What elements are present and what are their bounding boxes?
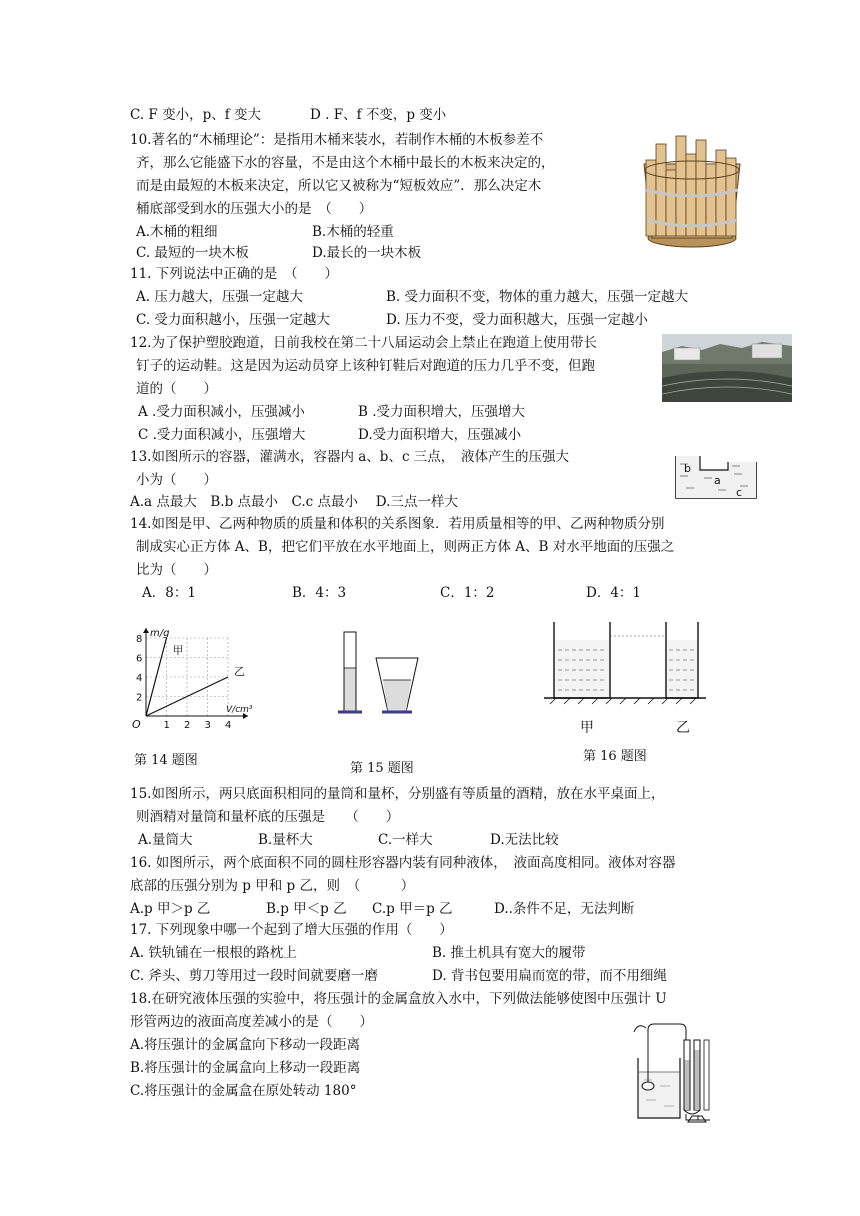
q17-stem: 17. 下列现象中哪一个起到了增大压强的作用（ ） — [130, 922, 453, 938]
series-label-1: 甲 — [172, 644, 184, 657]
q14-option-a: A．8：1 — [142, 585, 196, 601]
q10-option-d: D.最长的一块木板 — [312, 245, 422, 261]
y-axis-label: m/g — [150, 628, 170, 639]
q11-option-d: D. 压力不变，受力面积越大，压强一定越小 — [386, 312, 648, 328]
q14-stem-line-3: 比为（ ） — [136, 562, 217, 578]
q12-stem-line-1: 12.为了保护塑胶跑道，日前我校在第二十八届运动会上禁止在跑道上使用带长 — [130, 335, 597, 351]
q10-stem-line-1: 10.著名的“木桶理论”：是指用木桶来装水，若制作木桶的木板参差不 — [130, 132, 544, 148]
q13-stem-line-1: 13.如图所示的容器，灌满水，容器内 a、b、c 三点， 液体产生的压强大 — [130, 449, 570, 465]
q18-option-c: C.将压强计的金属盒在原处转动 180° — [130, 1083, 357, 1099]
q16-stem-line-1: 16. 如图所示，两个底面积不同的圆柱形容器内装有同种液体， 液面高度相同。液体对容器 — [130, 855, 676, 871]
q12-stem-line-2: 钉子的运动鞋。这是因为运动员穿上该种钉鞋后对跑道的压力几乎不变，但跑 — [136, 358, 595, 374]
q16-option-c: C.p 甲＝p 乙 — [372, 901, 453, 917]
running-track-photo — [662, 334, 792, 402]
y-tick-label: 6 — [136, 653, 143, 665]
q12-option-d: D.受力面积增大，压强减小 — [358, 427, 522, 443]
q14-option-d: D．4：1 — [586, 585, 642, 601]
q17-option-a: A. 铁轨铺在一根根的路枕上 — [130, 945, 297, 961]
q12-option-c: C .受力面积减小，压强增大 — [138, 427, 306, 443]
q11-option-a: A. 压力越大，压强一定越大 — [136, 289, 303, 305]
q17-option-d: D. 背书包要用扁而宽的带，而不用细绳 — [432, 968, 667, 984]
q18-stem-line-1: 18.在研究液体压强的实验中，将压强计的金属盒放入水中，下列做法能够使图中压强计 U — [130, 991, 667, 1007]
stepped-container-figure — [674, 452, 758, 500]
q17-option-c: C. 斧头、剪刀等用过一段时间就要磨一磨 — [130, 968, 378, 984]
q14-option-b: B．4：3 — [292, 585, 347, 601]
q15-stem-line-1: 15.如图所示，两只底面积相同的量筒和量杯，分别盛有等质量的酒精，放在水平桌面上， — [130, 786, 665, 802]
two-containers-figure — [540, 618, 710, 708]
pressure-gauge-figure — [616, 1020, 726, 1124]
fig16-label-jia: 甲 — [580, 720, 594, 736]
q14-option-c: C．1：2 — [440, 585, 495, 601]
q18-option-b: B.将压强计的金属盒向上移动一段距离 — [130, 1060, 361, 1076]
q14-stem-line-1: 14.如图是甲、乙两种物质的质量和体积的关系图象．若用质量相等的甲、乙两种物质分别 — [130, 516, 665, 532]
q13-stem-line-2: 小为（ ） — [136, 472, 217, 488]
q12-stem-line-3: 道的（ ） — [136, 381, 217, 397]
q18-stem-line-2: 形管两边的液面高度差减小的是（ ） — [130, 1014, 373, 1030]
q12-option-b: B .受力面积增大，压强增大 — [358, 404, 526, 420]
q16-option-d: D..条件不足，无法判断 — [494, 901, 635, 917]
y-tick-label: 4 — [136, 673, 143, 684]
q15-stem-line-2: 则酒精对量筒和量杯底的压强是 （ ） — [136, 809, 400, 825]
q16-option-a: A.p 甲＞p 乙 — [130, 901, 211, 917]
q10-stem-line-4: 桶底部受到水的压强大小的是 （ ） — [136, 201, 373, 217]
cylinder-and-cup-figure — [332, 628, 432, 718]
x-tick-label: 1 — [163, 720, 170, 731]
point-b-label: b — [684, 462, 691, 475]
q17-option-b: B. 推土机具有宽大的履带 — [432, 945, 586, 961]
q18-option-a: A.将压强计的金属盒向下移动一段距离 — [130, 1037, 361, 1053]
point-a-label: a — [714, 474, 721, 487]
q10-stem-line-3: 而是由最短的木板来决定，所以它又被称为“短板效应”．那么决定木 — [136, 178, 542, 194]
q11-option-c: C. 受力面积越小，压强一定越大 — [136, 312, 330, 328]
q11-option-b: B. 受力面积不变，物体的重力越大，压强一定越大 — [386, 289, 689, 305]
fig15-caption: 第 15 题图 — [350, 761, 414, 776]
q15-option-d: D.无法比较 — [490, 832, 559, 848]
fig16-caption: 第 16 题图 — [583, 749, 647, 764]
point-c-label: c — [736, 486, 743, 499]
x-tick-label: 4 — [225, 720, 232, 731]
x-axis-label: V/cm³ — [226, 705, 253, 715]
fig16-label-yi: 乙 — [676, 720, 690, 736]
q16-option-b: B.p 甲＜p 乙 — [266, 901, 347, 917]
q9-option-d: D . F、f 不变，p 变小 — [310, 107, 447, 123]
origin-label: O — [132, 718, 141, 731]
x-tick-label: 3 — [204, 720, 211, 731]
fig14-caption: 第 14 题图 — [134, 753, 198, 768]
q16-stem-line-2: 底部的压强分别为 p 甲和 p 乙，则 （ ） — [130, 878, 415, 894]
q12-option-a: A .受力面积减小，压强减小 — [138, 404, 305, 420]
y-tick-label: 8 — [136, 634, 143, 645]
q10-stem-line-2: 齐，那么它能盛下水的容量，不是由这个木桶中最长的木板来决定的， — [136, 155, 555, 171]
q9-option-c: C. F 变小，p、f 变大 — [130, 107, 262, 123]
q10-option-a: A.木桶的粗细 — [136, 224, 218, 240]
q10-option-b: B.木桶的轻重 — [312, 224, 394, 240]
q15-option-a: A.量筒大 — [138, 832, 193, 848]
y-axis-arrow — [143, 628, 149, 633]
q10-option-c: C. 最短的一块木板 — [136, 245, 249, 261]
q11-stem: 11. 下列说法中正确的是 （ ） — [130, 266, 339, 282]
x-tick-label: 2 — [184, 720, 191, 731]
q13-options: A.a 点最大 B.b 点最小 C.c 点最小 D.三点一样大 — [130, 494, 458, 510]
q15-option-c: C.一样大 — [378, 832, 433, 848]
q14-stem-line-2: 制成实心正方体 A、B，把它们平放在水平地面上，则两正方体 A、B 对水平地面的压强之 — [136, 539, 675, 555]
y-tick-label: 2 — [136, 692, 143, 704]
q15-option-b: B.量杯大 — [258, 832, 313, 848]
mass-volume-chart — [128, 620, 258, 735]
series-label-2: 乙 — [234, 665, 245, 678]
wooden-bucket-figure — [636, 130, 748, 250]
